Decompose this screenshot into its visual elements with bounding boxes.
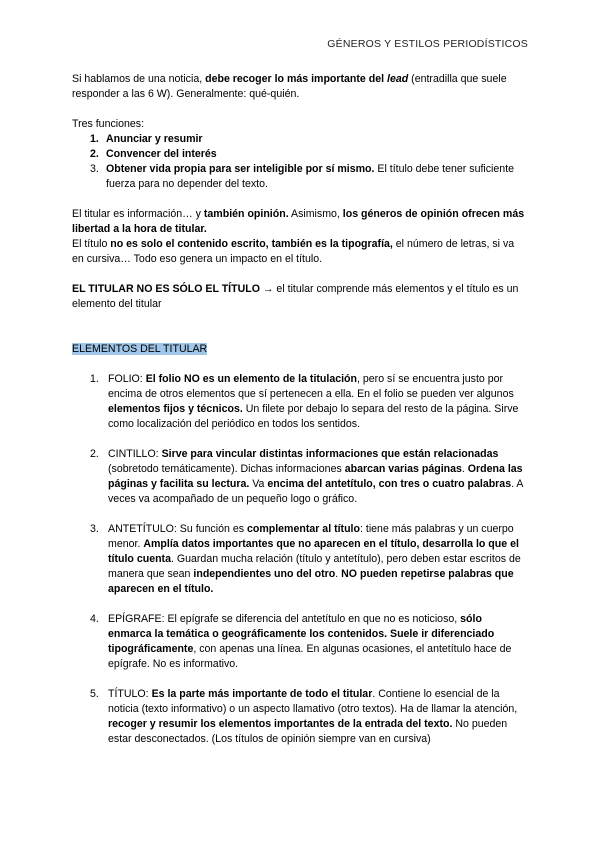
list-item: 1. Anunciar y resumir [90, 133, 203, 145]
list-item: 3. Obtener vida propia para ser inteligible por sí mismo. El título debe tener suficiente fuerza para no depender del texto. [90, 163, 515, 190]
intro-bold: debe recoger lo más importante del [205, 73, 388, 85]
intro-text: Si hablamos de una noticia, [72, 73, 206, 85]
list-item-folio: 1. FOLIO: El folio NO es un elemento de la titulación, pero sí se encuentra justo por encima de otros elementos que sí pertenecen a ella. En el folio se pueden ver algunos elementos fijos y técnicos. Un filete por debajo lo separa del resto de la página. Sirve como localización del periódico en todos los sentidos. [90, 373, 519, 430]
list-item-epigrafe: 4. EPÍGRAFE: El epígrafe se diferencia del antetítulo en que no es noticioso, sólo enmarca la temática o geográficamente los contenidos. Suele ir diferenciado tipográficamente, con apenas una línea. En algunas ocasiones, el antetítulo hace de epígrafe. No es informativo. [90, 613, 512, 670]
elementos-list [72, 372, 528, 747]
funciones-list [72, 132, 528, 192]
list-item: 2. Convencer del interés [90, 148, 217, 160]
section-title: ELEMENTOS DEL TITULAR [72, 343, 208, 355]
statement-paragraph: EL TITULAR NO ES SÓLO EL TÍTULO → el titular comprende más elementos y el título es un elemento del titular [72, 283, 519, 310]
intro-paragraph [72, 72, 528, 102]
funciones-title: Tres funciones: [72, 118, 145, 130]
intro-text-end: (entradilla que suele responder a las 6 W). Generalmente: qué-quién. [72, 73, 507, 100]
intro-lead: lead [387, 73, 409, 85]
list-item-antetitulo: 3. ANTETÍTULO: Su función es complementar al título: tiene más palabras y un cuerpo menor. Amplía datos importantes que no aparecen en el título, desarrolla lo que el título cuenta. Guardan mucha relación (título y antetítulo), pero deben estar escritos de manera que sean independientes uno del otro. NO pueden repetirse palabras que aparecen en el título. [90, 523, 521, 595]
titular-info-paragraph: El titular es información… y también opinión. Asimismo, los géneros de opinión ofrecen más libertad a la hora de titular. [72, 208, 525, 235]
list-item-cintillo: 2. CINTILLO: Sirve para vincular distintas informaciones que están relacionadas (sobretodo temáticamente). Dichas informaciones abarcan varias páginas. Ordena las páginas y facilita su lectura. Va encima del antetítulo, con tres o cuatro palabras. A veces va acompañado de un pequeño logo o gráfico. [90, 448, 523, 505]
document-body [72, 72, 528, 762]
list-item-titulo: 5. TÍTULO: Es la parte más importante de todo el titular. Contiene lo esencial de la noticia (texto informativo) o un aspecto llamativo (otro textos). Ha de llamar la atención, recoger y resumir los elementos importantes de la entrada del texto. No pueden estar desconectados. (Los títulos de opinión siempre van en cursiva) [90, 688, 518, 745]
page-header: GÉNEROS Y ESTILOS PERIODÍSTICOS [327, 38, 528, 50]
titulo-tipografia-paragraph: El título no es solo el contenido escrito, también es la tipografía, el número de letras, si va en cursiva… Todo eso genera un impacto en el título. [72, 238, 515, 265]
